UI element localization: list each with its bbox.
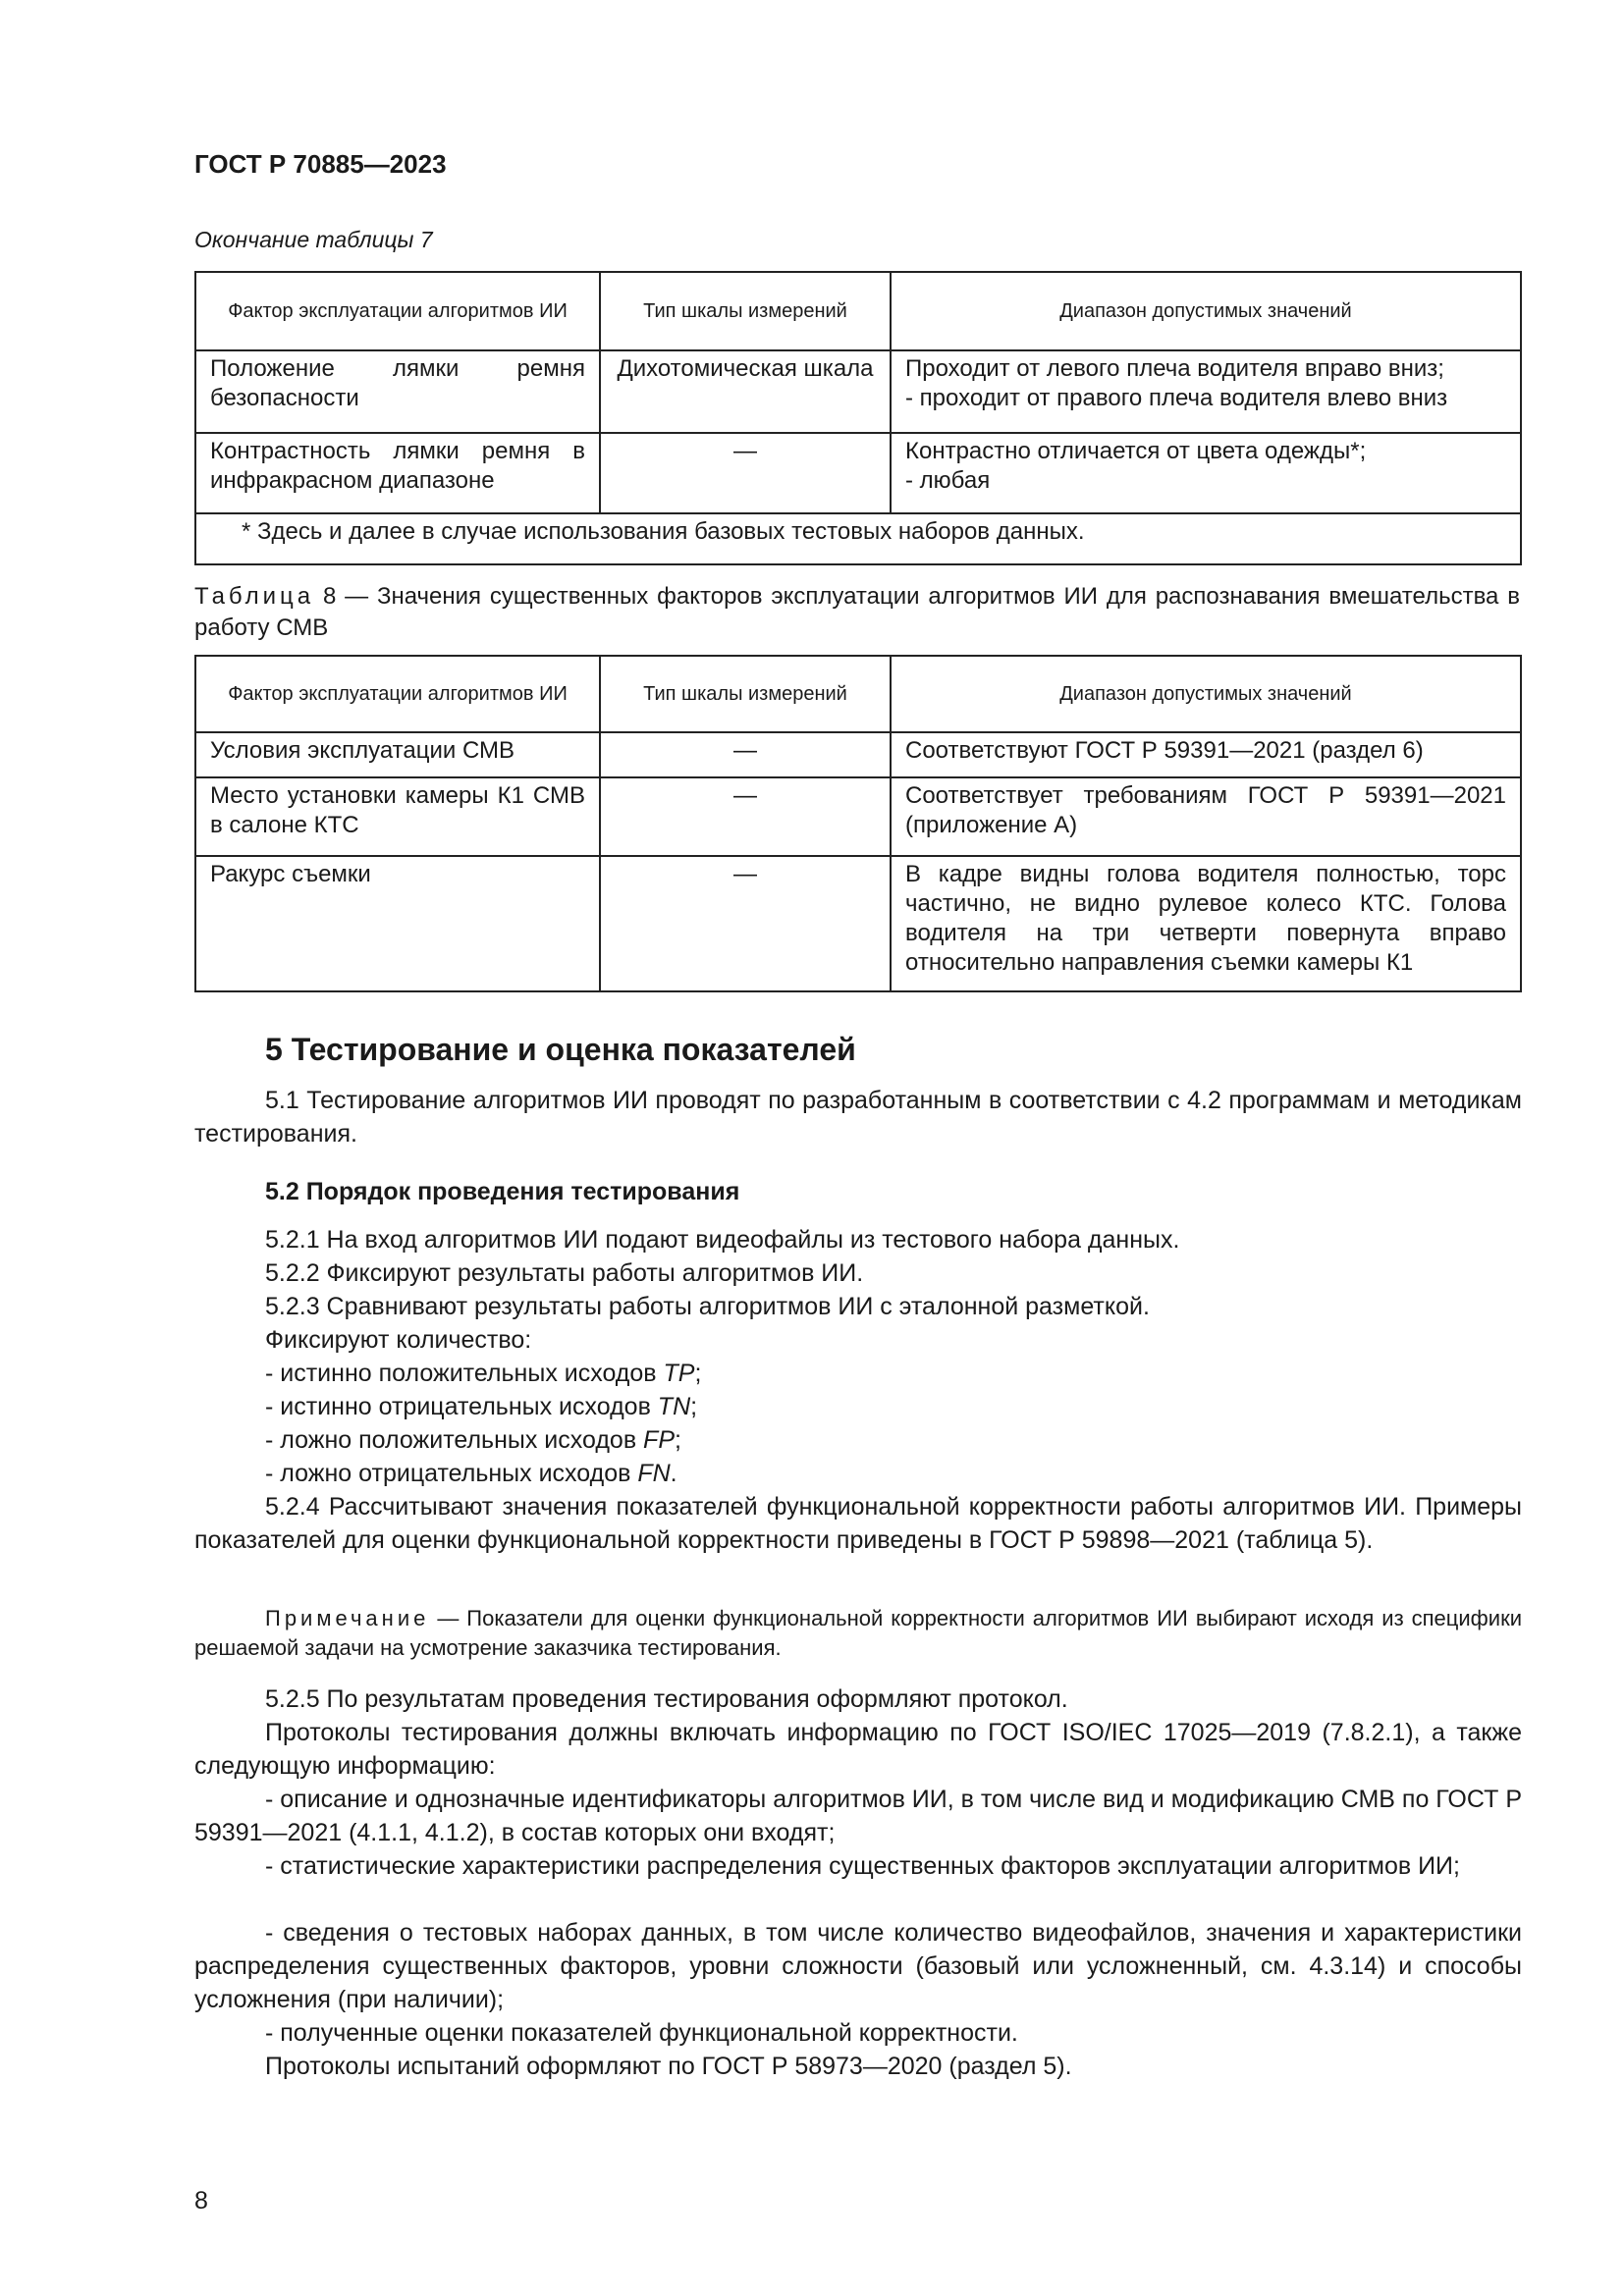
list-item-symbol: TN <box>657 1393 691 1420</box>
table-cell-factor: Условия эксплуатации СМВ <box>195 732 600 777</box>
table-cell-scale: — <box>600 856 891 991</box>
table-cell-range: Соответствуют ГОСТ Р 59391—2021 (раздел 6) <box>891 732 1521 777</box>
bullet-4: - полученные оценки показателей функциональной корректности. <box>265 2019 1018 2047</box>
table8-header-factor: Фактор эксплуатации алгоритмов ИИ <box>195 656 600 732</box>
table7-continuation-label: Окончание таблицы 7 <box>194 227 433 252</box>
table-cell-range: В кадре видны голова водителя полностью, торс частично, не видно рулевое колесо КТС. Голова водителя на три четверти повернута вправо относительно направления съемки камеры К1 <box>891 856 1521 991</box>
table7-header-factor: Фактор эксплуатации алгоритмов ИИ <box>195 272 600 350</box>
table8-header-scale: Тип шкалы измерений <box>600 656 891 732</box>
list-item-punct: ; <box>690 1393 698 1420</box>
table-cell-range <box>891 433 1521 513</box>
table-row <box>195 433 1521 513</box>
note-text: — Показатели для оценки функциональной корректности алгоритмов ИИ выбирают исходя из специфики решаемой задачи на усмотрение заказчика тестирования. <box>194 1606 1522 1660</box>
list-item <box>265 1457 677 1490</box>
table8-header-range: Диапазон допустимых значений <box>891 656 1521 732</box>
table-cell-scale: Дихотомическая шкала <box>600 350 891 433</box>
table7-header-scale: Тип шкалы измерений <box>600 272 891 350</box>
list-item <box>265 1423 681 1457</box>
paragraph-5-2-1: 5.2.1 На вход алгоритмов ИИ подают видеофайлы из тестового набора данных. <box>265 1226 1180 1254</box>
table-cell-factor: Контрастность лямки ремня в инфракрасном диапазоне <box>195 433 600 513</box>
table-cell-range: Соответствует требованиям ГОСТ Р 59391—2021 (приложение А) <box>891 777 1521 856</box>
paragraph-5-2-2: 5.2.2 Фиксируют результаты работы алгоритмов ИИ. <box>265 1259 864 1287</box>
document-id: ГОСТ Р 70885—2023 <box>194 149 447 179</box>
list-item-text: - истинно положительных исходов <box>265 1360 664 1387</box>
subsection-5-2-title: 5.2 Порядок проведения тестирования <box>265 1178 740 1205</box>
list-item-text: - ложно положительных исходов <box>265 1426 644 1454</box>
paragraph-5-2-3: 5.2.3 Сравнивают результаты работы алгоритмов ИИ с эталонной разметкой. <box>265 1293 1150 1320</box>
table-row <box>195 732 1521 777</box>
list-item-punct: . <box>670 1460 677 1487</box>
note <box>194 1604 1522 1663</box>
table-row <box>195 856 1521 991</box>
table-cell-factor: Место установки камеры К1 СМВ в салоне КТС <box>195 777 600 856</box>
list-item-text: - истинно отрицательных исходов <box>265 1393 658 1420</box>
paragraph-5-2-5: 5.2.5 По результатам проведения тестирования оформляют протокол. <box>265 1685 1068 1713</box>
table7-footnote: * Здесь и далее в случае использования базовых тестовых наборов данных. <box>195 513 1521 564</box>
table-cell-range <box>891 350 1521 433</box>
list-item <box>265 1390 697 1423</box>
paragraph-protocols: Протоколы тестирования должны включать информацию по ГОСТ ISO/IEC 17025—2019 (7.8.2.1), а также следующую информацию: <box>194 1719 1522 1780</box>
table-8 <box>194 655 1522 992</box>
list-item-punct: ; <box>694 1360 702 1387</box>
list-item-symbol: TP <box>663 1360 695 1387</box>
range-line: Контрастно отличается от цвета одежды*; <box>905 438 1367 464</box>
range-line: - проходит от правого плеча водителя влево вниз <box>905 385 1448 411</box>
table-cell-factor: Ракурс съемки <box>195 856 600 991</box>
table-cell-scale: — <box>600 777 891 856</box>
range-line: - любая <box>905 467 991 494</box>
note-prefix: Примечание <box>265 1606 430 1630</box>
table8-title-prefix: Таблица <box>194 583 315 610</box>
list-item <box>265 1357 701 1390</box>
paragraph-5-2-4: 5.2.4 Рассчитывают значения показателей функциональной корректности работы алгоритмов ИИ. Примеры показателей для оценки функциональной корректности приведены в ГОСТ Р 59898—2021 (таблица 5). <box>194 1493 1522 1554</box>
table-row <box>195 350 1521 433</box>
paragraph-last: Протоколы испытаний оформляют по ГОСТ Р 58973—2020 (раздел 5). <box>265 2053 1072 2080</box>
list-item-punct: ; <box>675 1426 681 1454</box>
table-row <box>195 777 1521 856</box>
table8-title <box>194 581 1520 644</box>
table8-title-text: 8 — Значения существенных факторов эксплуатации алгоритмов ИИ для распознавания вмешательства в работу СМВ <box>194 583 1520 641</box>
fix-count-label: Фиксируют количество: <box>265 1326 532 1354</box>
list-item-text: - ложно отрицательных исходов <box>265 1460 638 1487</box>
range-line: Проходит от левого плеча водителя вправо вниз; <box>905 355 1444 382</box>
paragraph-5-1: 5.1 Тестирование алгоритмов ИИ проводят по разработанным в соответствии с 4.2 программам и методикам тестирования. <box>194 1087 1522 1148</box>
bullet-2: - статистические характеристики распределения существенных факторов эксплуатации алгоритмов ИИ; <box>265 1852 1460 1880</box>
table-cell-scale: — <box>600 732 891 777</box>
list-item-symbol: FP <box>643 1426 675 1454</box>
table-cell-factor: Положение лямки ремня безопасности <box>195 350 600 433</box>
list-item-symbol: FN <box>637 1460 671 1487</box>
bullet-3: - сведения о тестовых наборах данных, в том числе количество видеофайлов, значения и характеристики распределения существенных факторов, уровни сложности (базовый или усложненный, см. 4.3.14) и способы усложнения (при наличии); <box>194 1919 1522 2013</box>
table7-header-range: Диапазон допустимых значений <box>891 272 1521 350</box>
table-7 <box>194 271 1522 565</box>
table-cell-scale: — <box>600 433 891 513</box>
section-5-title: 5 Тестирование и оценка показателей <box>265 1032 856 1067</box>
bullet-1: - описание и однозначные идентификаторы алгоритмов ИИ, в том числе вид и модификацию СМВ по ГОСТ Р 59391—2021 (4.1.1, 4.1.2), в состав которых они входят; <box>194 1786 1522 1846</box>
page-number: 8 <box>194 2187 208 2215</box>
